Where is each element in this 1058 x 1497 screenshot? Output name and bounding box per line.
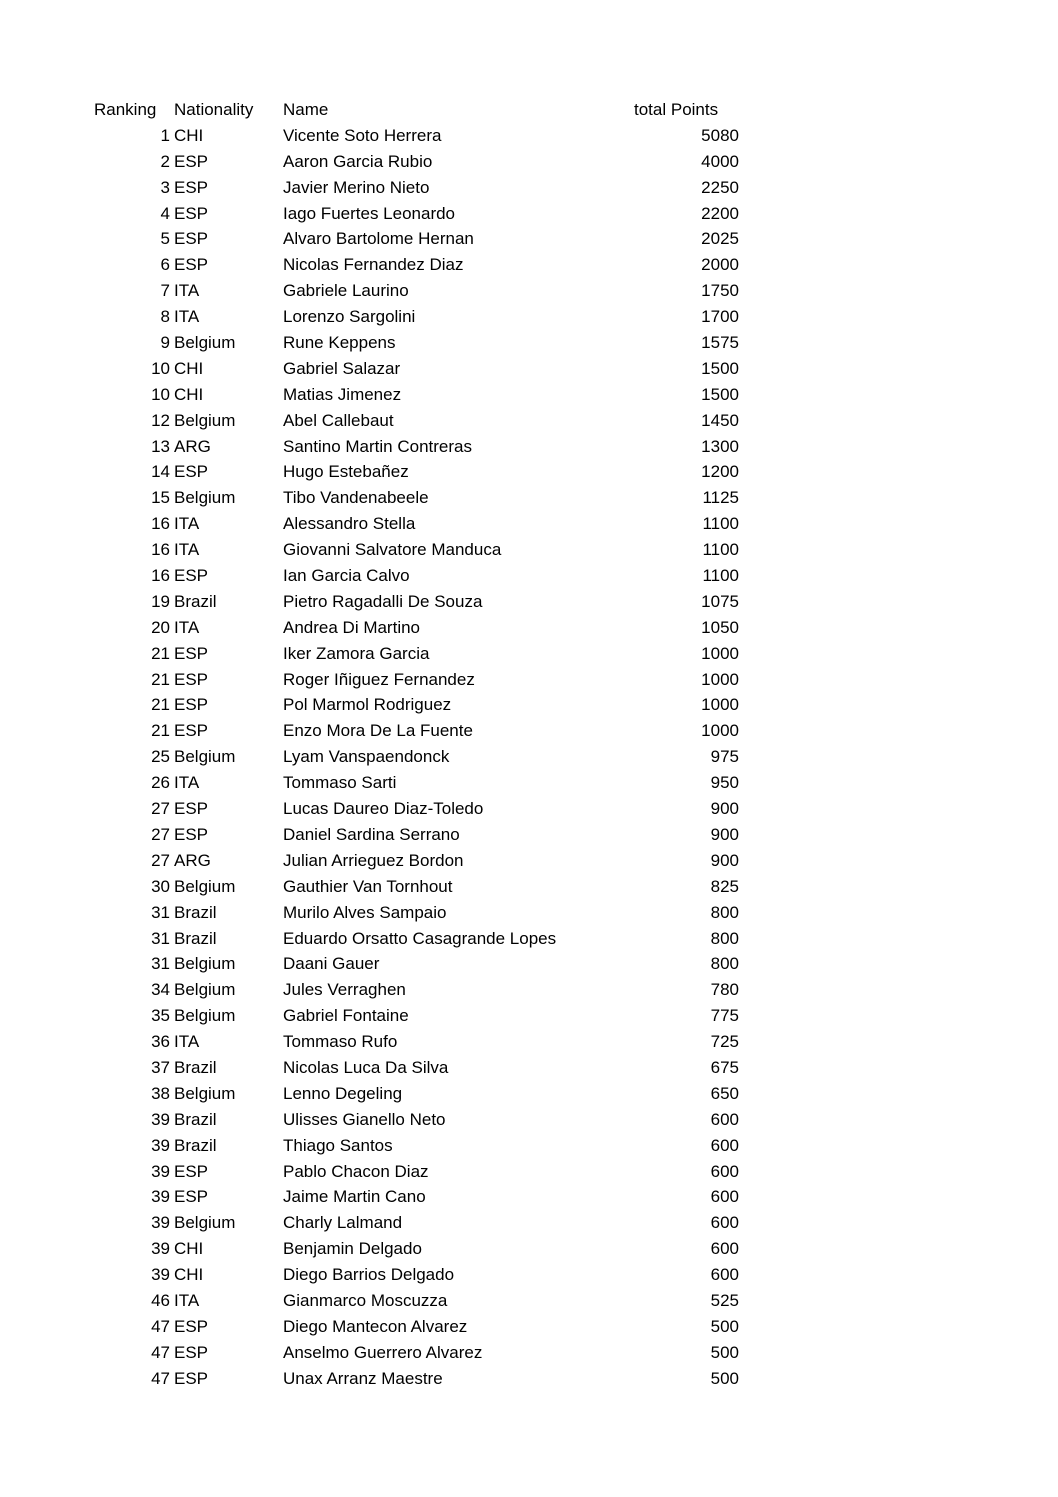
points-cell: 800 [710, 928, 739, 948]
points-cell: 780 [710, 980, 739, 1000]
table-row [0, 1133, 1058, 1159]
table-row [0, 900, 1058, 926]
table-row [0, 1262, 1058, 1288]
table-row [0, 1107, 1058, 1133]
table-row [0, 641, 1058, 667]
nationality-cell: ESP [174, 203, 209, 223]
nationality-cell: ESP [174, 695, 209, 715]
name-cell: Rune Keppens [283, 333, 396, 353]
name-cell: Unax Arranz Maestre [283, 1368, 443, 1388]
name-cell: Iker Zamora Garcia [283, 643, 430, 663]
nationality-cell: CHI [174, 1265, 204, 1285]
name-cell: Thiago Santos [283, 1135, 393, 1155]
table-row [0, 123, 1058, 149]
points-cell: 1000 [701, 669, 739, 689]
points-cell: 900 [710, 850, 739, 870]
name-cell: Lenno Degeling [283, 1083, 403, 1103]
table-row [0, 304, 1058, 330]
table-row [0, 1340, 1058, 1366]
points-cell: 1100 [702, 540, 739, 560]
rank-cell: 27 [151, 850, 170, 870]
name-cell: Abel Callebaut [283, 410, 394, 430]
nationality-cell: Brazil [174, 591, 217, 611]
table-row [0, 278, 1058, 304]
points-cell: 1000 [701, 721, 739, 741]
name-cell: Javier Merino Nieto [283, 177, 430, 197]
points-cell: 800 [710, 902, 739, 922]
nationality-cell: ESP [174, 1342, 209, 1362]
points-cell: 1200 [701, 462, 739, 482]
name-cell: Daniel Sardina Serrano [283, 824, 460, 844]
points-cell: 2250 [701, 177, 739, 197]
rank-cell: 8 [160, 307, 170, 327]
rank-cell: 21 [151, 669, 170, 689]
name-cell: Lucas Daureo Diaz-Toledo [283, 799, 484, 819]
table-row [0, 926, 1058, 952]
points-cell: 1450 [701, 410, 739, 430]
name-cell: Aaron Garcia Rubio [283, 151, 433, 171]
table-row [0, 692, 1058, 718]
table-row [0, 977, 1058, 1003]
nationality-cell: CHI [174, 125, 204, 145]
rank-cell: 30 [151, 876, 170, 896]
nationality-cell: ESP [174, 1187, 209, 1207]
name-cell: Matias Jimenez [283, 384, 402, 404]
rank-cell: 13 [151, 436, 170, 456]
table-row [0, 382, 1058, 408]
rank-cell: 16 [151, 514, 170, 534]
rank-cell: 9 [160, 333, 170, 353]
nationality-cell: CHI [174, 1239, 204, 1259]
points-cell: 5080 [701, 125, 739, 145]
table-row [0, 770, 1058, 796]
name-cell: Nicolas Fernandez Diaz [283, 255, 464, 275]
rank-cell: 46 [151, 1290, 170, 1310]
nationality-cell: Belgium [174, 1213, 236, 1233]
points-cell: 1125 [702, 488, 739, 508]
nationality-cell: ESP [174, 799, 209, 819]
rank-cell: 39 [151, 1161, 170, 1181]
rank-cell: 21 [151, 721, 170, 741]
rank-cell: 25 [151, 747, 170, 767]
name-cell: Hugo Estebañez [283, 462, 409, 482]
name-cell: Pol Marmol Rodriguez [283, 695, 452, 715]
points-cell: 1575 [701, 333, 739, 353]
table-row [0, 408, 1058, 434]
nationality-cell: ITA [174, 540, 200, 560]
rank-cell: 39 [151, 1239, 170, 1259]
rank-cell: 27 [151, 824, 170, 844]
rank-cell: 37 [151, 1057, 170, 1077]
ranking-table [0, 97, 1058, 1392]
rank-cell: 47 [151, 1368, 170, 1388]
nationality-cell: ITA [174, 281, 200, 301]
nationality-cell: Belgium [174, 980, 236, 1000]
rank-cell: 5 [160, 229, 170, 249]
points-cell: 975 [710, 747, 739, 767]
table-row [0, 511, 1058, 537]
nationality-cell: ESP [174, 229, 209, 249]
points-cell: 1000 [701, 643, 739, 663]
rank-cell: 31 [151, 954, 170, 974]
name-cell: Anselmo Guerrero Alvarez [283, 1342, 483, 1362]
header-total-points: total Points [634, 100, 719, 119]
name-cell: Iago Fuertes Leonardo [283, 203, 456, 223]
nationality-cell: Belgium [174, 488, 236, 508]
table-row [0, 434, 1058, 460]
nationality-cell: Belgium [174, 1006, 236, 1026]
points-cell: 2000 [701, 255, 739, 275]
table-row [0, 356, 1058, 382]
table-row [0, 563, 1058, 589]
table-row [0, 485, 1058, 511]
nationality-cell: Belgium [174, 747, 236, 767]
table-row [0, 1055, 1058, 1081]
points-cell: 500 [710, 1316, 739, 1336]
nationality-cell: ITA [174, 514, 200, 534]
table-row [0, 537, 1058, 563]
table-row [0, 822, 1058, 848]
points-cell: 825 [710, 876, 739, 896]
points-cell: 900 [710, 824, 739, 844]
points-cell: 500 [710, 1342, 739, 1362]
rank-cell: 47 [151, 1316, 170, 1336]
nationality-cell: ESP [174, 1161, 209, 1181]
table-row [0, 848, 1058, 874]
points-cell: 650 [710, 1083, 739, 1103]
name-cell: Alvaro Bartolome Hernan [283, 229, 474, 249]
name-cell: Giovanni Salvatore Manduca [283, 540, 502, 560]
points-cell: 2200 [701, 203, 739, 223]
rank-cell: 21 [151, 695, 170, 715]
points-cell: 600 [710, 1135, 739, 1155]
points-cell: 600 [710, 1213, 739, 1233]
rank-cell: 39 [151, 1135, 170, 1155]
table-row [0, 951, 1058, 977]
table-row [0, 1366, 1058, 1392]
header-ranking: Ranking [94, 100, 157, 119]
points-cell: 1500 [701, 384, 739, 404]
nationality-cell: ITA [174, 307, 200, 327]
name-cell: Lyam Vanspaendonck [283, 747, 450, 767]
points-cell: 600 [710, 1161, 739, 1181]
points-cell: 950 [710, 773, 739, 793]
nationality-cell: Brazil [174, 928, 217, 948]
table-row [0, 1288, 1058, 1314]
name-cell: Eduardo Orsatto Casagrande Lopes [283, 928, 557, 948]
points-cell: 1100 [702, 566, 739, 586]
rank-cell: 39 [151, 1265, 170, 1285]
points-cell: 1300 [701, 436, 739, 456]
rank-cell: 12 [151, 410, 170, 430]
nationality-cell: ITA [174, 773, 200, 793]
nationality-cell: Brazil [174, 1057, 217, 1077]
nationality-cell: ESP [174, 151, 209, 171]
name-cell: Gauthier Van Tornhout [283, 876, 453, 896]
name-cell: Ian Garcia Calvo [283, 566, 410, 586]
rank-cell: 16 [151, 566, 170, 586]
nationality-cell: CHI [174, 358, 204, 378]
table-row [0, 1003, 1058, 1029]
name-cell: Jules Verraghen [283, 980, 406, 1000]
table-row [0, 1159, 1058, 1185]
rank-cell: 26 [151, 773, 170, 793]
points-cell: 600 [710, 1187, 739, 1207]
nationality-cell: ESP [174, 824, 209, 844]
nationality-cell: Belgium [174, 410, 236, 430]
header-nationality: Nationality [174, 100, 254, 119]
nationality-cell: Brazil [174, 902, 217, 922]
rank-cell: 2 [160, 151, 170, 171]
table-row [0, 226, 1058, 252]
rank-cell: 38 [151, 1083, 170, 1103]
rank-cell: 10 [151, 384, 170, 404]
points-cell: 525 [710, 1290, 739, 1310]
name-cell: Daani Gauer [283, 954, 380, 974]
nationality-cell: ARG [174, 436, 211, 456]
points-cell: 1000 [701, 695, 739, 715]
nationality-cell: ESP [174, 643, 209, 663]
table-row [0, 1184, 1058, 1210]
name-cell: Pietro Ragadalli De Souza [283, 591, 483, 611]
rank-cell: 1 [160, 125, 170, 145]
table-header-row [0, 97, 1058, 123]
points-cell: 2025 [701, 229, 739, 249]
nationality-cell: ARG [174, 850, 211, 870]
points-cell: 1500 [701, 358, 739, 378]
rank-cell: 31 [151, 902, 170, 922]
name-cell: Benjamin Delgado [283, 1239, 422, 1259]
rank-cell: 20 [151, 617, 170, 637]
nationality-cell: ESP [174, 255, 209, 275]
nationality-cell: Belgium [174, 333, 236, 353]
points-cell: 500 [710, 1368, 739, 1388]
name-cell: Tommaso Rufo [283, 1032, 398, 1052]
nationality-cell: CHI [174, 384, 204, 404]
points-cell: 900 [710, 799, 739, 819]
header-name: Name [283, 100, 329, 119]
table-row [0, 615, 1058, 641]
name-cell: Murilo Alves Sampaio [283, 902, 447, 922]
nationality-cell: ESP [174, 1368, 209, 1388]
name-cell: Gianmarco Moscuzza [283, 1290, 448, 1310]
nationality-cell: ITA [174, 1290, 200, 1310]
name-cell: Charly Lalmand [283, 1213, 403, 1233]
table-row [0, 252, 1058, 278]
rank-cell: 36 [151, 1032, 170, 1052]
name-cell: Pablo Chacon Diaz [283, 1161, 429, 1181]
name-cell: Vicente Soto Herrera [283, 125, 442, 145]
nationality-cell: Belgium [174, 876, 236, 896]
rank-cell: 6 [160, 255, 170, 275]
points-cell: 4000 [701, 151, 739, 171]
table-row [0, 1029, 1058, 1055]
name-cell: Diego Barrios Delgado [283, 1265, 455, 1285]
rank-cell: 27 [151, 799, 170, 819]
points-cell: 1050 [701, 617, 739, 637]
name-cell: Andrea Di Martino [283, 617, 421, 637]
name-cell: Gabriel Fontaine [283, 1006, 409, 1026]
table-row [0, 201, 1058, 227]
nationality-cell: ESP [174, 566, 209, 586]
rank-cell: 3 [160, 177, 170, 197]
table-row [0, 1236, 1058, 1262]
name-cell: Nicolas Luca Da Silva [283, 1057, 449, 1077]
nationality-cell: ITA [174, 1032, 200, 1052]
points-cell: 600 [710, 1265, 739, 1285]
table-row [0, 149, 1058, 175]
table-row [0, 330, 1058, 356]
points-cell: 775 [710, 1006, 739, 1026]
rank-cell: 15 [151, 488, 170, 508]
points-cell: 675 [710, 1057, 739, 1077]
name-cell: Enzo Mora De La Fuente [283, 721, 473, 741]
name-cell: Lorenzo Sargolini [283, 307, 416, 327]
name-cell: Gabriel Salazar [283, 358, 401, 378]
name-cell: Ulisses Gianello Neto [283, 1109, 446, 1129]
table-row [0, 459, 1058, 485]
nationality-cell: Brazil [174, 1109, 217, 1129]
rank-cell: 10 [151, 358, 170, 378]
rank-cell: 16 [151, 540, 170, 560]
rank-cell: 35 [151, 1006, 170, 1026]
name-cell: Jaime Martin Cano [283, 1187, 426, 1207]
nationality-cell: ESP [174, 1316, 209, 1336]
name-cell: Diego Mantecon Alvarez [283, 1316, 468, 1336]
name-cell: Alessandro Stella [283, 514, 416, 534]
rank-cell: 21 [151, 643, 170, 663]
nationality-cell: ITA [174, 617, 200, 637]
rank-cell: 39 [151, 1109, 170, 1129]
table-row [0, 874, 1058, 900]
table-row [0, 744, 1058, 770]
rank-cell: 4 [160, 203, 170, 223]
name-cell: Tommaso Sarti [283, 773, 397, 793]
points-cell: 1100 [702, 514, 739, 534]
table-body [0, 123, 1058, 1392]
table-row [0, 667, 1058, 693]
rank-cell: 19 [151, 591, 170, 611]
nationality-cell: ESP [174, 669, 209, 689]
table-row [0, 175, 1058, 201]
name-cell: Roger Iñiguez Fernandez [283, 669, 475, 689]
rank-cell: 14 [151, 462, 170, 482]
name-cell: Santino Martin Contreras [283, 436, 472, 456]
nationality-cell: Belgium [174, 1083, 236, 1103]
table-row [0, 1210, 1058, 1236]
name-cell: Julian Arrieguez Bordon [283, 850, 464, 870]
table-row [0, 1314, 1058, 1340]
rank-cell: 31 [151, 928, 170, 948]
nationality-cell: ESP [174, 462, 209, 482]
points-cell: 1750 [701, 281, 739, 301]
points-cell: 1700 [701, 307, 739, 327]
table-row [0, 1081, 1058, 1107]
points-cell: 725 [710, 1032, 739, 1052]
rank-cell: 47 [151, 1342, 170, 1362]
nationality-cell: ESP [174, 177, 209, 197]
points-cell: 600 [710, 1239, 739, 1259]
points-cell: 600 [710, 1109, 739, 1129]
table-row [0, 718, 1058, 744]
nationality-cell: Brazil [174, 1135, 217, 1155]
name-cell: Gabriele Laurino [283, 281, 409, 301]
points-cell: 1075 [701, 591, 739, 611]
name-cell: Tibo Vandenabeele [283, 488, 429, 508]
rank-cell: 39 [151, 1187, 170, 1207]
rank-cell: 34 [151, 980, 170, 1000]
points-cell: 800 [710, 954, 739, 974]
table-row [0, 796, 1058, 822]
nationality-cell: ESP [174, 721, 209, 741]
rank-cell: 39 [151, 1213, 170, 1233]
table-row [0, 589, 1058, 615]
nationality-cell: Belgium [174, 954, 236, 974]
rank-cell: 7 [160, 281, 170, 301]
